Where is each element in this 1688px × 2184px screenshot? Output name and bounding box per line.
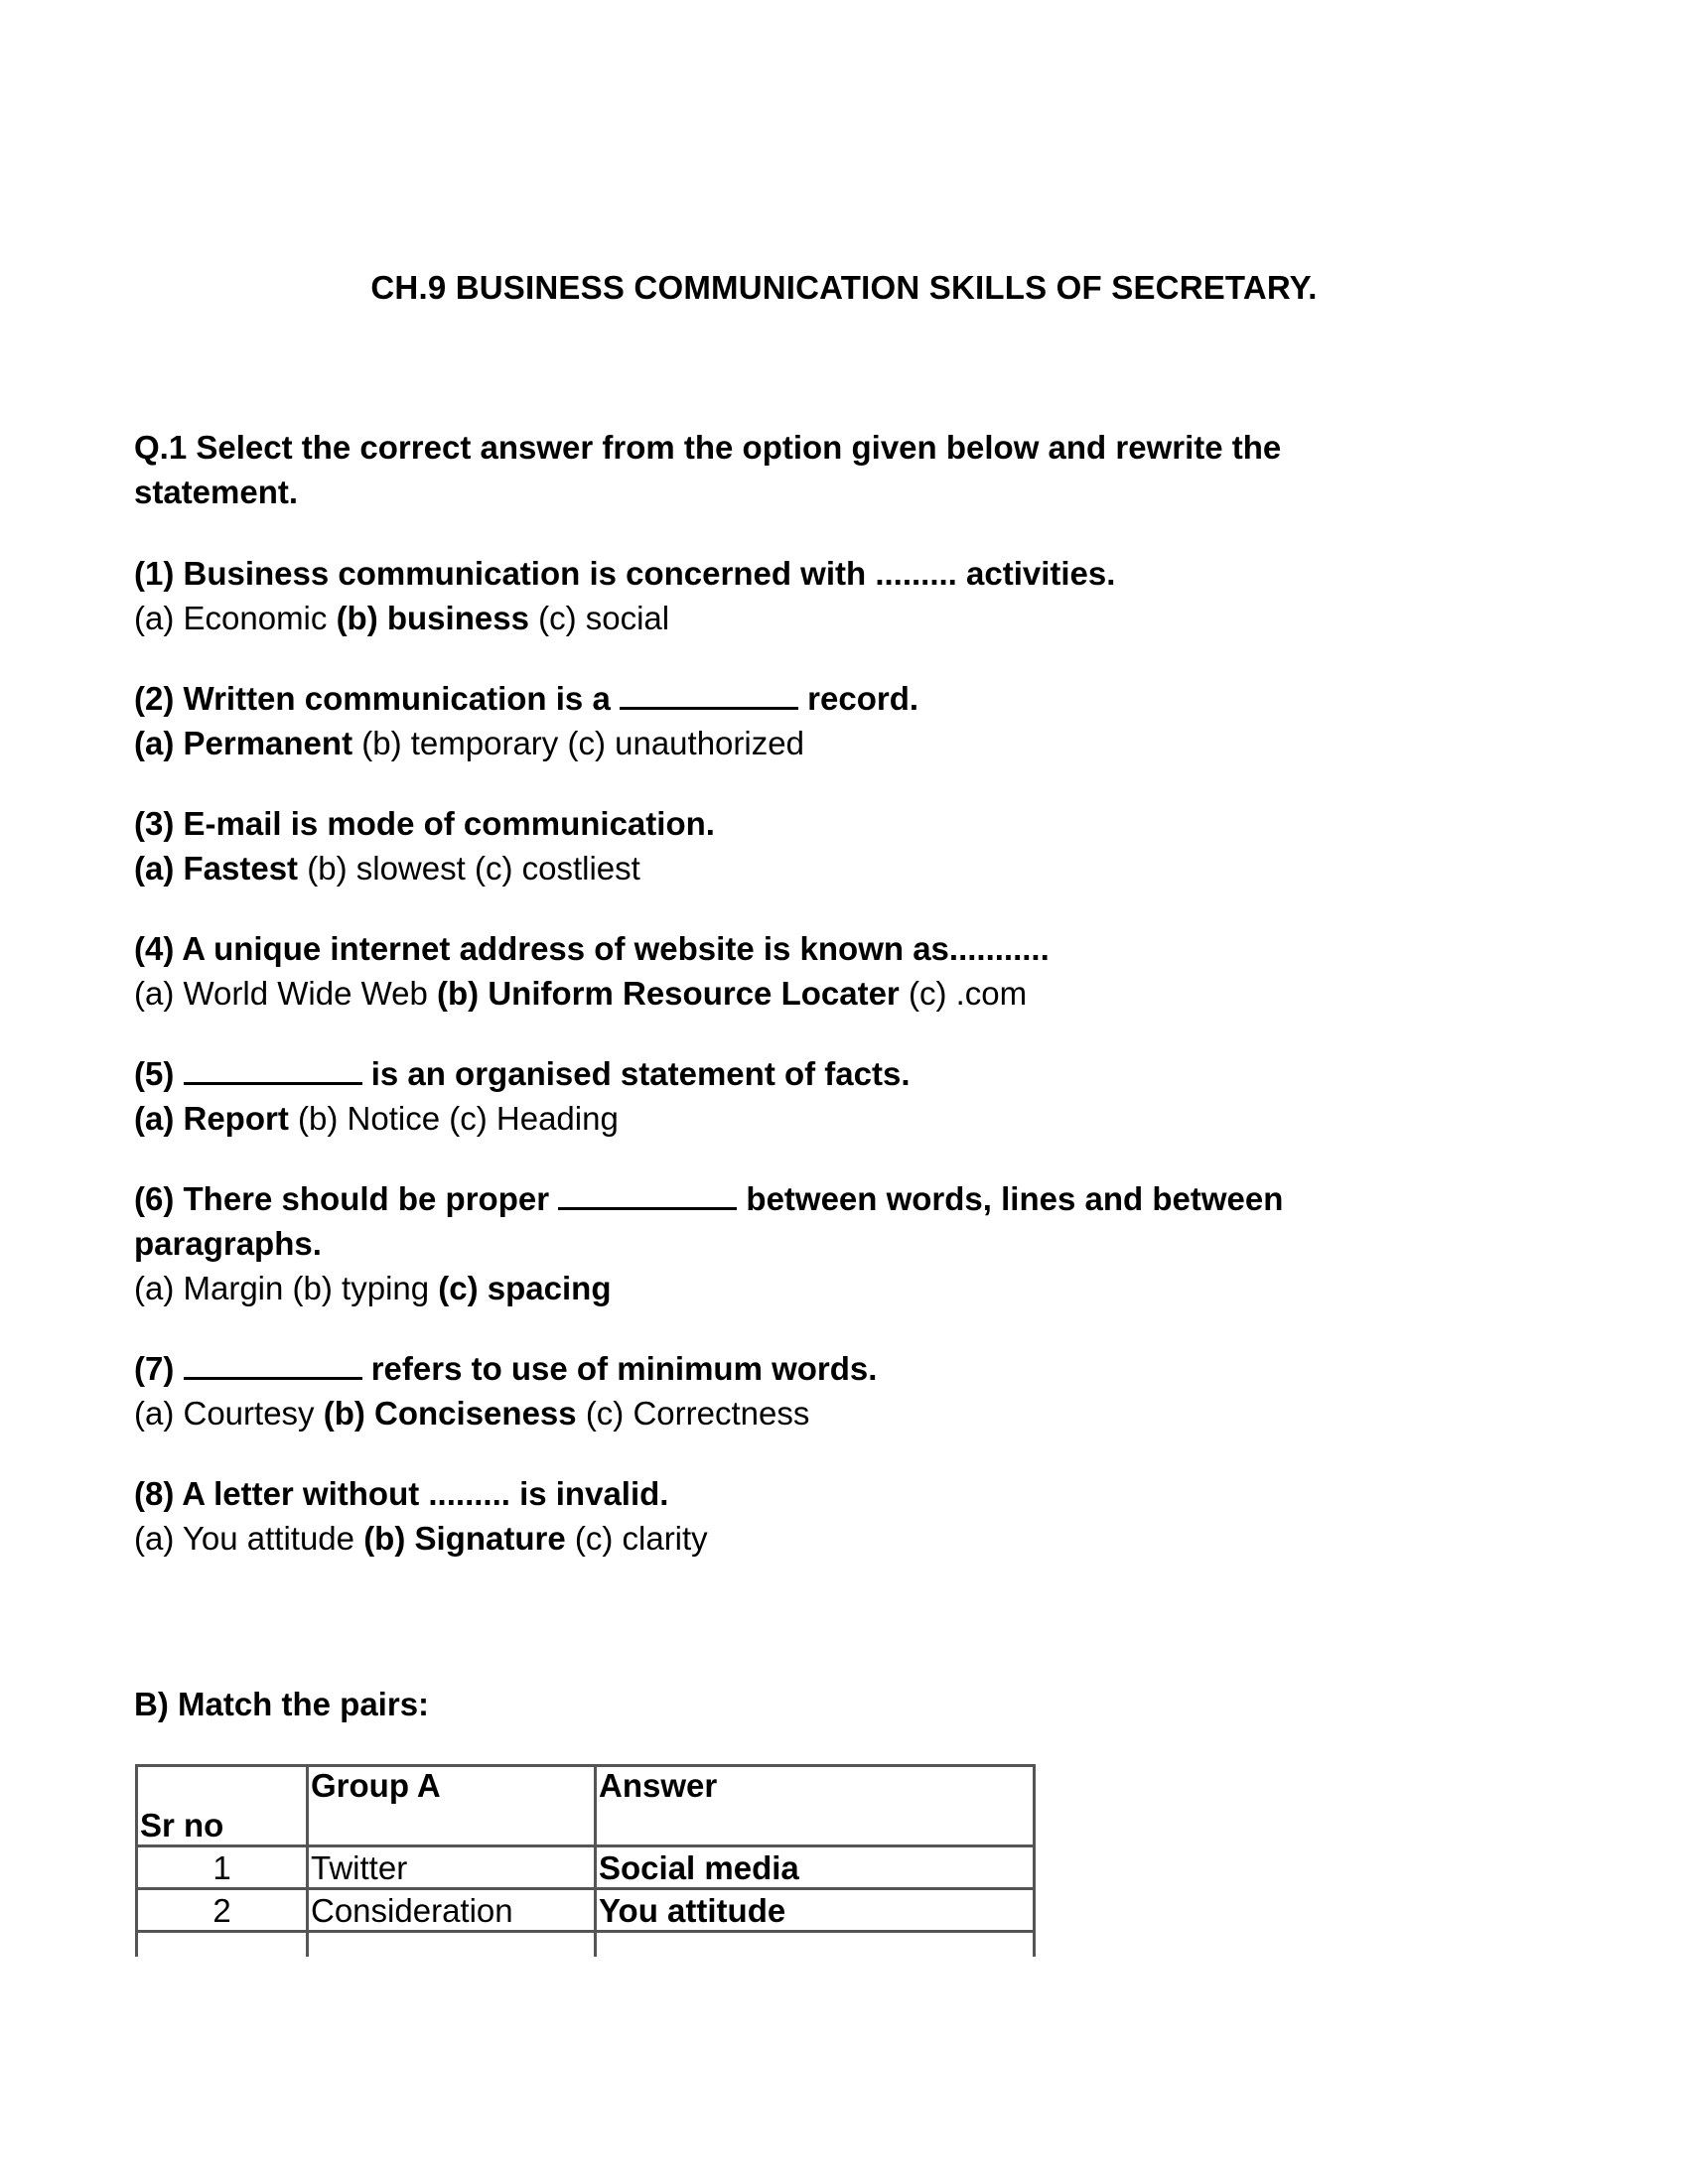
option: (c) social [538,600,670,636]
question-stem [134,926,1425,971]
question-number: (7) [134,1350,175,1387]
question-item [134,1471,1425,1561]
question-number: (4) [134,930,175,967]
option-correct: (b) Uniform Resource Locater [437,975,900,1012]
option: (c) .com [908,975,1028,1012]
cell-sr-no: 2 [137,1889,308,1932]
option: (a) World Wide Web [134,975,428,1012]
question-text-after-blank: is an organised statement of facts. [370,1055,911,1092]
question-number: (3) [134,805,175,842]
table-row [137,1846,1035,1889]
question-item [134,801,1425,890]
cell-answer: Social media [596,1846,1035,1889]
question-stem [134,676,1425,721]
option: (a) Margin [134,1270,284,1306]
question-options [134,846,1425,890]
question-options [134,1391,1425,1435]
option: (c) Heading [449,1100,619,1137]
option: (a) Economic [134,600,328,636]
table-row [137,1889,1035,1932]
fill-in-blank [620,683,798,710]
cell-empty [596,1932,1035,1958]
fill-in-blank [184,1353,362,1380]
page-title: CH.9 BUSINESS COMMUNICATION SKILLS OF SECRETARY. [370,269,1318,306]
question-text: A unique internet address of website is known as........... [182,930,1050,967]
cell-sr-no: 1 [137,1846,308,1889]
option: (b) Notice [298,1100,441,1137]
question-options [134,1266,1425,1310]
option-correct: (c) spacing [438,1270,612,1306]
match-heading: B) Match the pairs: [134,1686,430,1722]
fill-in-blank [184,1058,362,1085]
section-a-heading-line1: Q.1 Select the correct answer from the option given below and rewrite the [134,429,1282,466]
question-text-after-blank: record. [807,680,919,717]
table-row-empty [137,1932,1035,1958]
cell-empty [308,1932,596,1958]
question-item [134,1346,1425,1435]
section-a-heading-line2: statement. [134,474,299,510]
option: (b) temporary [361,725,559,761]
question-stem [134,801,1425,846]
header-answer: Answer [596,1766,1035,1846]
option: (c) unauthorized [567,725,804,761]
question-stem [134,1051,1425,1096]
question-text-after-blank: refers to use of minimum words. [370,1350,878,1387]
option: (a) You attitude [134,1520,355,1557]
option-correct: (a) Fastest [134,850,299,887]
option-correct: (b) Conciseness [323,1395,577,1432]
option-correct: (a) Report [134,1100,289,1137]
question-text: Business communication is concerned with ......... activities. [183,555,1116,592]
question-options [134,971,1425,1016]
section-a-heading [134,425,1425,514]
match-table-header-row [137,1766,1035,1846]
cell-answer: You attitude [596,1889,1035,1932]
question-stem [134,551,1425,596]
question-options [134,596,1425,640]
fill-in-blank [558,1183,737,1210]
cell-group-a: Twitter [308,1846,596,1889]
question-item [134,551,1425,640]
question-text: There should be proper [183,1180,550,1217]
question-number: (6) [134,1180,175,1217]
question-number: (1) [134,555,175,592]
cell-empty [137,1932,308,1958]
question-item [134,676,1425,765]
option: (a) Courtesy [134,1395,315,1432]
option: (c) clarity [574,1520,708,1557]
option: (c) costliest [474,850,640,887]
question-stem [134,1176,1425,1221]
question-options [134,1096,1425,1141]
header-sr-no: Sr no [137,1766,308,1846]
question-text-after-blank: between words, lines and between [746,1180,1284,1217]
option-correct: (a) Permanent [134,725,353,761]
option: (b) typing [292,1270,430,1306]
question-item [134,1051,1425,1141]
question-stem [134,1471,1425,1516]
question-item [134,926,1425,1016]
question-item [134,1176,1425,1310]
question-number: (5) [134,1055,175,1092]
match-table [135,1764,1036,1957]
question-stem-continued: paragraphs. [134,1225,322,1262]
option-correct: (b) Signature [363,1520,566,1557]
question-number: (8) [134,1475,175,1512]
option: (b) slowest [307,850,466,887]
question-number: (2) [134,680,175,717]
cell-group-a: Consideration [308,1889,596,1932]
header-group-a: Group A [308,1766,596,1846]
question-stem [134,1346,1425,1391]
question-text: E-mail is mode of communication. [183,805,715,842]
question-options [134,721,1425,765]
question-options [134,1516,1425,1561]
option: (c) Correctness [585,1395,810,1432]
question-text: A letter without ......... is invalid. [182,1475,669,1512]
question-text: Written communication is a [183,680,611,717]
option-correct: (b) business [336,600,529,636]
